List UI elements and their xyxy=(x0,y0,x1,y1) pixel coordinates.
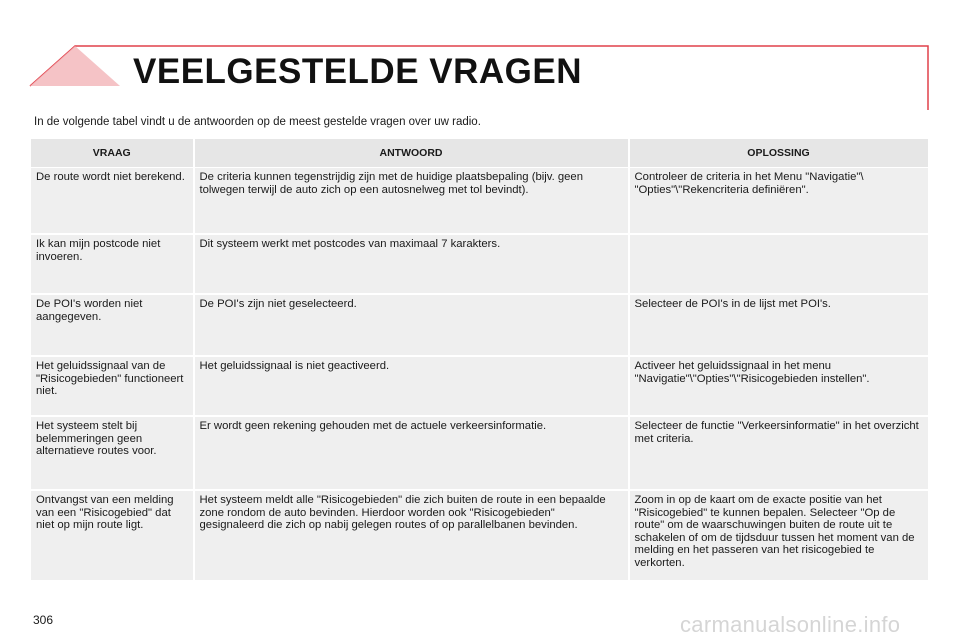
table-row xyxy=(31,416,929,490)
question-cell: De route wordt niet berekend. xyxy=(31,168,194,235)
answer-cell: Dit systeem werkt met postcodes van maximaal 7 karakters. xyxy=(194,234,629,294)
table-row xyxy=(31,168,929,235)
solution-cell xyxy=(629,234,929,294)
column-header-answer: ANTWOORD xyxy=(194,139,629,168)
answer-cell: De POI's zijn niet geselecteerd. xyxy=(194,294,629,356)
solution-cell: Selecteer de functie "Verkeersinformatie" in het overzicht met criteria. xyxy=(629,416,929,490)
question-cell: Ik kan mijn postcode niet invoeren. xyxy=(31,234,194,294)
table-row xyxy=(31,356,929,416)
intro-text: In de volgende tabel vindt u de antwoorden op de meest gestelde vragen over uw radio. xyxy=(34,116,481,128)
watermark: carmanualsonline.info xyxy=(680,612,901,637)
header-corner-triangle xyxy=(30,46,120,86)
table-row xyxy=(31,294,929,356)
question-cell: De POI's worden niet aangegeven. xyxy=(31,294,194,356)
solution-cell: Activeer het geluidssignaal in het menu "Navigatie"\"Opties"\"Risicogebieden instellen". xyxy=(629,356,929,416)
answer-cell: De criteria kunnen tegenstrijdig zijn met de huidige plaatsbepaling (bijv. geen tolwegen terwijl de auto zich op een autosnelweg met tol bevindt). xyxy=(194,168,629,235)
solution-cell: Selecteer de POI's in de lijst met POI's. xyxy=(629,294,929,356)
solution-cell: Controleer de criteria in het Menu "Navigatie"\ "Opties"\"Rekencriteria definiëren". xyxy=(629,168,929,235)
page-number: 306 xyxy=(33,613,54,627)
page-title: VEELGESTELDE VRAGEN xyxy=(133,52,583,91)
question-cell: Het geluidssignaal van de "Risicogebieden" functioneert niet. xyxy=(31,356,194,416)
table-row xyxy=(31,490,929,581)
question-cell: Ontvangst van een melding van een "Risicogebied" dat niet op mijn route ligt. xyxy=(31,490,194,581)
table-header-row xyxy=(31,139,929,168)
table-row xyxy=(31,234,929,294)
answer-cell: Het systeem meldt alle "Risicogebieden" die zich buiten de route in een bepaalde zone rondom de auto bevinden. Hierdoor worden ook "Risicogebieden" gesignaleerd die zich op nabij gelegen routes of op parallelbanen bevinden. xyxy=(194,490,629,581)
answer-cell: Er wordt geen rekening gehouden met de actuele verkeersinformatie. xyxy=(194,416,629,490)
column-header-solution: OPLOSSING xyxy=(629,139,929,168)
answer-cell: Het geluidssignaal is niet geactiveerd. xyxy=(194,356,629,416)
question-cell: Het systeem stelt bij belemmeringen geen alternatieve routes voor. xyxy=(31,416,194,490)
faq-table xyxy=(30,138,930,582)
solution-cell: Zoom in op de kaart om de exacte positie van het "Risicogebied" te kunnen bepalen. Selecteer "Op de route" om de waarschuwingen buiten de route uit te schakelen of om de tijdsduur tussen het moment van de melding en het passeren van het risicogebied te verkorten. xyxy=(629,490,929,581)
column-header-question: VRAAG xyxy=(31,139,194,168)
